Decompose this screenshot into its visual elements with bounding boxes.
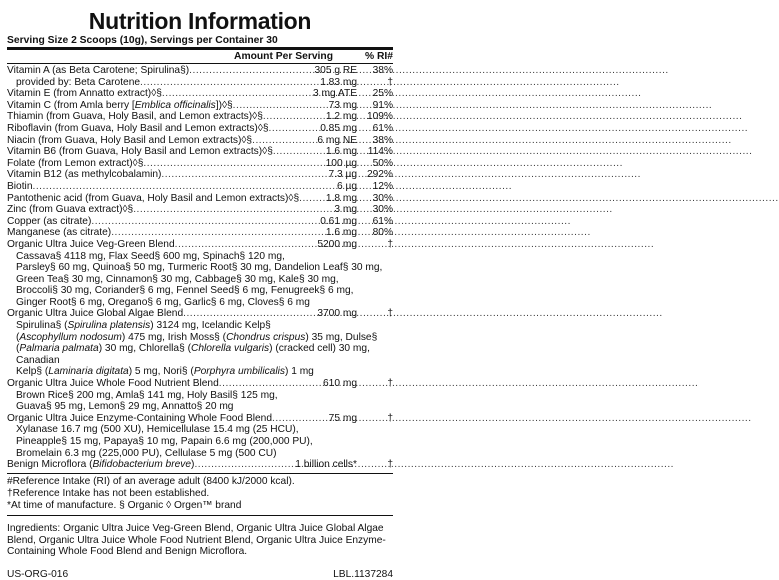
blend-ingredients-line: (Palmaria palmata) 30 mg, Chlorella§ (Chlorella vulgaris) (cracked cell) 30 mg, Canadian	[16, 343, 370, 366]
blend-ingredients-line: (Ascophyllum nodosum) 475 mg, Irish Moss§ (Chondrus crispus) 35 mg, Dulse§	[16, 331, 378, 343]
nutrient-label: Vitamin B12 (as methylcobalamin)	[7, 169, 162, 181]
blend-ingredients-line: Kelp§ (Laminaria digitata) 5 mg, Nori§ (Porphyra umbilicalis) 1 mg	[16, 366, 314, 378]
nutrient-label: Vitamin E (from Annatto extract)◊§	[7, 88, 162, 100]
nutrient-row	[7, 135, 393, 147]
nutrient-ri: 50%	[372, 157, 393, 169]
footnote-divider	[7, 473, 393, 474]
blend-row	[7, 378, 393, 390]
dot-leader	[263, 111, 324, 123]
nutrient-row	[7, 100, 393, 112]
dot-leader	[111, 227, 324, 239]
dot-leader	[272, 413, 327, 425]
nutrient-amount: 3 mg ATE	[313, 88, 357, 100]
nutrient-ri: 38%	[372, 134, 393, 146]
nutrient-ri: 30%	[372, 204, 393, 216]
dot-leader	[194, 459, 293, 471]
nutrient-ri: 91%	[372, 99, 393, 111]
nutrient-row	[7, 204, 393, 216]
dot-leader	[183, 308, 315, 320]
nutrient-ri: 114%	[367, 146, 393, 158]
dot-leader	[133, 204, 332, 216]
dot-leader	[189, 65, 312, 77]
nutrient-label: Organic Ultra Juice Global Algae Blend	[7, 308, 184, 320]
nutrient-label: Copper (as citrate)	[7, 215, 92, 227]
nutrition-panel	[7, 8, 393, 580]
label-code: LBL.1137284	[333, 569, 393, 580]
nutrient-amount: 7.3 µg	[328, 169, 357, 181]
nutrient-row	[7, 88, 393, 100]
nutrient-ri: 30%	[372, 192, 393, 204]
nutrient-label: Riboflavin (from Guava, Holy Basil and Lemon extracts)◊§	[7, 122, 269, 134]
nutrient-amount: 3700 mg	[317, 308, 357, 320]
nutrient-amount: 6 mg NE	[317, 134, 357, 146]
nutrient-row	[7, 123, 393, 135]
nutrient-label: Niacin (from Guava, Holy Basil and Lemon extracts)◊§	[7, 134, 253, 146]
nutrient-amount: 1 billion cells*	[295, 459, 357, 471]
nutrient-label: Vitamin A (as Beta Carotene; Spirulina§)	[7, 65, 190, 76]
nutrient-amount: 1.6 mg	[325, 146, 357, 158]
nutrient-amount: 3 mg	[334, 204, 357, 216]
column-header	[7, 51, 393, 63]
nutrient-ri: 12%	[372, 180, 393, 192]
blend-ingredients-line: Bromelain 6.3 mg (225,000 PU), Cellulase 5 mg (500 CU)	[16, 447, 277, 459]
panel-title: Nutrition Information	[88, 8, 312, 34]
blend-row	[7, 308, 393, 320]
nutrient-amount: 1.83 mg	[320, 76, 357, 88]
blend-ingredients-line: Cassava§ 4118 mg, Flax Seed§ 600 mg, Spinach§ 120 mg,	[16, 250, 285, 262]
nutrient-label: Biotin	[7, 180, 33, 192]
nutrient-ri: †	[387, 308, 393, 320]
dot-leader	[252, 135, 315, 147]
nutrient-ri: 61%	[372, 122, 393, 134]
dot-leader	[219, 378, 321, 390]
blend-ingredients-line: Broccoli§ 30 mg, Coriander§ 6 mg, Fennel Seed§ 6 mg, Fenugreek§ 6 mg,	[16, 285, 354, 297]
nutrient-label: Benign Microflora (Bifidobacterium breve)	[7, 459, 195, 471]
dot-leader	[175, 239, 316, 251]
nutrient-amount: 100 µg	[325, 157, 357, 169]
product-code: US-ORG-016	[7, 569, 69, 580]
dot-leader	[140, 77, 318, 89]
label-codes	[7, 569, 393, 580]
dot-leader	[32, 181, 334, 193]
nutrient-amount: 6 µg	[336, 180, 357, 192]
blend-ingredients-line: Green Tea§ 30 mg, Cinnamon§ 30 mg, Cabbage§ 30 mg, Kale§ 30 mg,	[16, 273, 339, 285]
nutrient-amount: 1.2 mg	[325, 111, 357, 123]
nutrient-label: provided by: Beta Carotene	[16, 76, 141, 88]
nutrient-ri: †	[387, 76, 393, 88]
nutrient-label: Organic Ultra Juice Veg-Green Blend	[7, 238, 175, 250]
nutrient-amount: 5200 mg	[317, 238, 357, 250]
nutrient-ri: †	[387, 459, 393, 471]
amount-header: Amount Per Serving	[234, 51, 333, 62]
dot-leader	[233, 100, 327, 112]
footnote-line: *At time of manufacture. § Organic ◊ Orgen™ brand	[7, 499, 242, 511]
nutrient-row	[7, 111, 393, 123]
blend-ingredients-line: Guava§ 95 mg, Lemon§ 29 mg, Annatto§ 20 mg	[16, 401, 234, 413]
footnote-line: †Reference Intake has not been established.	[7, 487, 210, 499]
nutrient-ri: 292%	[366, 169, 393, 181]
nutrient-row	[7, 169, 393, 181]
blend-row	[7, 459, 393, 471]
dot-leader	[273, 146, 324, 158]
blend-ingredients-line: Brown Rice§ 200 mg, Amla§ 141 mg, Holy Basil§ 125 mg,	[16, 389, 278, 401]
nutrient-ri: 109%	[366, 111, 393, 123]
nutrient-amount: 73 mg	[328, 99, 357, 111]
nutrient-label: Vitamin C (from Amla berry [Emblica officinalis])◊§	[7, 99, 233, 111]
nutrient-row	[7, 227, 393, 239]
ingredients-text: Ingredients: Organic Ultra Juice Veg-Green Blend, Organic Ultra Juice Global Algae Blend, Organic Ultra Juice Whole Food Nutrient Blend, Organic Ultra Juice Enzyme-Containing Whole Food Blend and Benign Microflora.	[7, 522, 386, 558]
nutrient-ri: 80%	[372, 227, 393, 239]
dot-leader	[162, 88, 311, 100]
nutrient-label: Zinc (from Guava extract)◊§	[7, 204, 134, 216]
dot-leader	[143, 158, 323, 170]
nutrient-amount: 0.85 mg	[320, 122, 357, 134]
nutrient-rows	[7, 65, 393, 471]
nutrient-row	[7, 158, 393, 170]
blend-row	[7, 239, 393, 251]
nutrient-ri: 38%	[372, 65, 393, 76]
nutrient-ri: †	[387, 238, 393, 250]
nutrient-label: Thiamin (from Guava, Holy Basil, and Lemon extracts)◊§	[7, 111, 263, 123]
nutrient-ri: †	[387, 412, 393, 424]
nutrient-row	[7, 146, 393, 158]
nutrient-row	[7, 77, 393, 89]
nutrient-amount: 610 mg	[323, 378, 357, 390]
blend-ingredients-line: Xylanase 16.7 mg (500 XU), Hemicellulase 15.4 mg (25 HCU),	[16, 424, 299, 436]
dot-leader	[161, 169, 326, 181]
blend-ingredients-line: Parsley§ 60 mg, Quinoa§ 50 mg, Turmeric Root§ 30 mg, Dandelion Leaf§ 30 mg,	[16, 262, 383, 274]
dot-leader	[91, 216, 318, 228]
ri-header: % RI#	[364, 51, 393, 62]
nutrient-row	[7, 216, 393, 228]
nutrient-label: Folate (from Lemon extract)◊§	[7, 157, 144, 169]
header-divider	[7, 63, 393, 64]
blend-ingredients-line: Spirulina§ (Spirulina platensis) 3124 mg, Icelandic Kelp§	[16, 320, 271, 332]
nutrient-row	[7, 65, 393, 77]
dot-leader	[299, 193, 324, 205]
footnote-line: #Reference Intake (RI) of an average adult (8400 kJ/2000 kcal).	[7, 475, 295, 487]
nutrient-amount: 1.8 mg	[325, 192, 357, 204]
nutrient-label: Organic Ultra Juice Enzyme-Containing Whole Food Blend	[7, 412, 272, 424]
serving-info: Serving Size 2 Scoops (10g), Servings per Container 30	[7, 35, 278, 46]
nutrient-amount: 305 g RE	[314, 65, 357, 76]
footnotes	[7, 476, 393, 512]
nutrient-ri: †	[387, 378, 393, 390]
nutrient-ri: 25%	[372, 88, 393, 100]
blend-row	[7, 413, 393, 425]
ingredients-divider	[7, 515, 393, 516]
thick-divider	[7, 47, 393, 50]
blend-ingredients-line: Pineapple§ 15 mg, Papaya§ 10 mg, Papain 6.6 mg (200,000 PU),	[16, 436, 313, 447]
nutrient-label: Organic Ultra Juice Whole Food Nutrient Blend	[7, 378, 219, 390]
nutrient-amount: 75 mg	[328, 412, 357, 424]
nutrient-row	[7, 181, 393, 193]
nutrient-row	[7, 193, 393, 205]
nutrient-label: Pantothenic acid (from Guava, Holy Basil and Lemon extracts)◊§	[7, 192, 300, 204]
nutrient-label: Vitamin B6 (from Guava, Holy Basil and Lemon extracts)◊§	[7, 146, 273, 158]
nutrient-label: Manganese (as citrate)	[7, 227, 112, 239]
blend-ingredients-line: Ginger Root§ 6 mg, Oregano§ 6 mg, Garlic§ 6 mg, Cloves§ 6 mg	[16, 296, 310, 308]
nutrient-amount: 1.6 mg	[325, 227, 357, 239]
dot-leader	[269, 123, 319, 135]
nutrient-ri: 61%	[372, 215, 393, 227]
nutrient-amount: 0.61 mg	[320, 215, 357, 227]
